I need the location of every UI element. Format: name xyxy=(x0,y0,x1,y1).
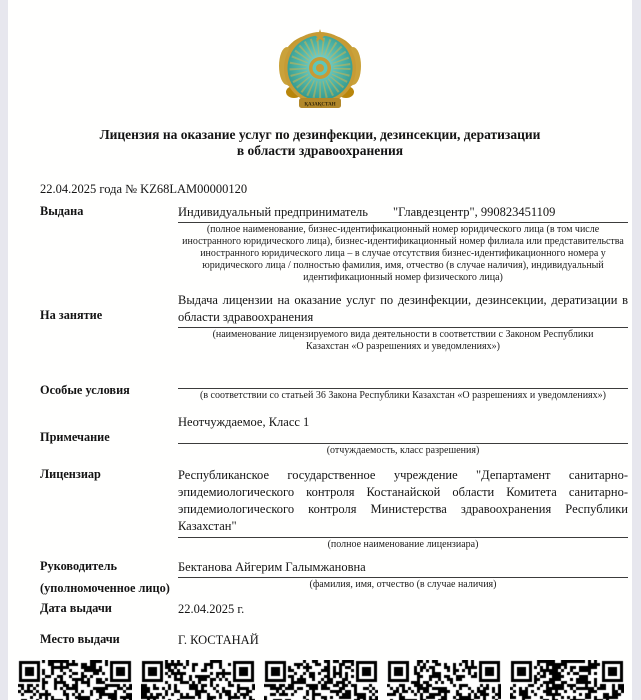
field-note: (фамилия, имя, отчество (в случае наличия) xyxy=(309,579,497,591)
field-content xyxy=(178,467,628,551)
field-underline xyxy=(178,443,628,444)
field-label: На занятие xyxy=(40,308,103,323)
qr-code xyxy=(141,660,255,700)
qr-code xyxy=(510,660,624,700)
license-page xyxy=(8,0,632,700)
qr-codes-row xyxy=(18,660,632,700)
kazakhstan-emblem-icon xyxy=(274,26,366,112)
field-underline xyxy=(178,537,628,538)
field-label: Дата выдачи xyxy=(40,600,112,615)
field-content xyxy=(178,378,628,402)
field-content xyxy=(178,601,628,618)
field-row-head xyxy=(40,559,628,597)
field-value: Г. КОСТАНАЙ xyxy=(178,633,259,648)
field-content xyxy=(178,414,628,457)
field-row-issue-place xyxy=(40,632,628,649)
field-row-remark xyxy=(40,414,628,457)
field-content xyxy=(178,292,628,353)
field-underline xyxy=(178,388,628,389)
field-content xyxy=(178,204,628,283)
document-number-line: 22.04.2025 года № KZ68LAM00000120 xyxy=(40,181,248,196)
field-note: (в соответствии со статьей 36 Закона Республики Казахстан «О разрешениях и уведомлениях») xyxy=(200,390,606,402)
field-underline xyxy=(178,327,628,328)
field-row-licensor xyxy=(40,467,628,551)
field-value: Индивидуальный предприниматель "Главдезцентр", 990823451109 xyxy=(178,204,556,219)
field-row-issued-to xyxy=(40,204,628,283)
field-row-special-conditions xyxy=(40,378,628,402)
field-value: Выдача лицензии на оказание услуг по дезинфекции, дезинсекции, дератизации в области здравоохранения xyxy=(178,293,628,324)
field-label: Лицензиар xyxy=(40,467,101,482)
field-label: Выдана xyxy=(40,203,84,218)
field-label xyxy=(40,559,178,597)
field-label: Примечание xyxy=(40,429,110,444)
emblem-container xyxy=(8,26,632,112)
field-row-issue-date xyxy=(40,601,628,618)
qr-code xyxy=(18,660,132,700)
qr-code xyxy=(387,660,501,700)
field-label: Место выдачи xyxy=(40,632,120,647)
field-value: 22.04.2025 г. xyxy=(178,601,245,616)
page-right-margin xyxy=(631,0,641,700)
field-note: (полное наименование лицензиара) xyxy=(327,539,479,551)
field-label-line1: Руководитель xyxy=(40,558,117,573)
emblem-banner-text: ҚАЗАҚСТАН xyxy=(304,102,336,108)
field-underline xyxy=(178,222,628,223)
field-row-activity xyxy=(40,292,628,353)
field-value: Республиканское государственное учреждение "Департамент санитарно-эпидемиологического контроля Костанайской области Комитета санитарно-эпидемиологического контроля Министерства здравоохранения Республики Казахстан" xyxy=(178,468,628,534)
qr-code xyxy=(264,660,378,700)
field-note: (наименование лицензируемого вида деятельности в соответствии с Законом Республики Казахстан «О разрешениях и уведомлениях») xyxy=(212,329,594,353)
field-value: Бектанова Айгерим Галымжановна xyxy=(178,559,366,574)
field-note: (отчуждаемость, класс разрешения) xyxy=(326,445,480,457)
document-title-line1: Лицензия на оказание услуг по дезинфекции, дезинсекции, дератизации xyxy=(99,127,541,142)
field-value: Неотчуждаемое, Класс 1 xyxy=(178,414,310,429)
field-underline xyxy=(178,577,628,578)
document-title xyxy=(8,127,632,160)
field-label-line2: (уполномоченное лицо) xyxy=(40,581,170,596)
field-content xyxy=(178,559,628,597)
field-label: Особые условия xyxy=(40,383,130,398)
document-title-line2: в области здравоохранения xyxy=(236,143,404,159)
field-note: (полное наименование, бизнес-идентификационный номер юридического лица (в том числе иностранного юридического лица), бизнес-идентификационный номер филиала или представительства иностранного юридического лица – в случае отсутствия бизнес-идентификационного номера у юридического лица / полностью фамилия, имя, отчество (в случае наличия), индивидуальный идентификационный номер физического лица) xyxy=(182,224,624,283)
field-content xyxy=(178,632,628,649)
